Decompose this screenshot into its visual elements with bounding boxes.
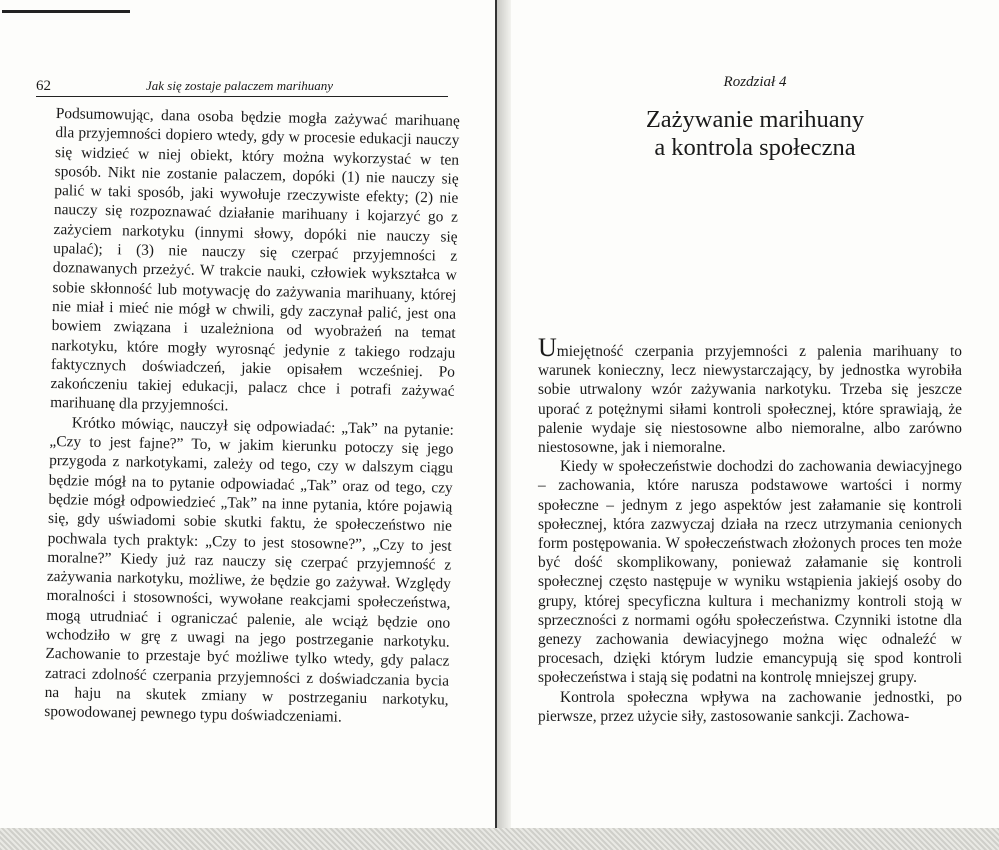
paragraph: Podsumowując, dana osoba będzie mogła zażywać marihuanę dla przyjemności dopiero wtedy, gdy w procesie edukacji nauczy się widzieć w niej obiekt, który można wykorzystać w ten sposób. Nikt nie zostanie palaczem, dopóki (1) nie nauczy się palić w taki sposób, jaki wywołuje rzeczywiste efekty; (2) nie nauczy się rozpoznawać działanie marihuany i kojarzyć go z zażyciem narkotyku (innymi słowy, dopóki nie nauczy się upalać); i (3) nie nauczy się czerpać przyjemności z doznawanych przeżyć. W trakcie nauki, człowiek wykształca w sobie skłonność lub motywację do zażywania marihuany, której nie miał i mieć nie mógł w chwili, gdy zaczynał palić, jest ona bowiem związana i uzależniona od wyobrażeń na temat narkotyku, które mogły wyrosnąć jedynie z takiego rodzaju faktycznych doświadczeń, jakie opisałem wcześniej. Po zakończeniu takiej edukacji, palacz chce i potrafi zażywać marihuanę dla przyjemności.	[50, 104, 460, 415]
left-body-text	[44, 104, 460, 729]
page-number: 62	[36, 78, 51, 94]
left-page	[0, 0, 495, 828]
gutter-shadow	[497, 0, 511, 850]
drop-cap: U	[538, 333, 557, 362]
paragraph: Kiedy w społeczeństwie dochodzi do zachowania dewiacyjnego – zachowania, które narusza podstawowe wartości i normy społeczne – jednym z jego aspektów jest załamanie się kontroli społecznej, która zazwyczaj działa na rzecz utrzymania cenionych form postępowania. W społeczeństwach złożonych proces ten może być dość skomplikowany, ponieważ załamanie się kontroli społecznej często następuje w wyniku wstąpienia jakiejś osoby do grupy, której specyficzna kultura i mechanizmy kontroli stoją w sprzeczności z normami ogółu społeczeństwa. Czynniki istotne dla genezy zachowania dewiacyjnego można więc odnaleźć w procesach, dzięki którym ludzie emancypują się spod kontroli społeczeństwa i stają się podatni na kontrolę mniejszej grupy.	[538, 458, 962, 687]
chapter-title	[511, 106, 999, 162]
running-header	[36, 76, 448, 97]
scan-edge-shadow	[0, 828, 999, 850]
chapter-label: Rozdział 4	[723, 74, 787, 90]
opening-paragraph-text: miejętność czerpania przyjemności z palenia marihuany to warunek konieczny, lecz niewystarczający, by jednostka wyrobiła sobie utrwalony wzór zażywania narkotyku. Trzeba się jeszcze uporać z potężnymi siłami kontroli społecznej, które sprawiają, że palenie wydaje się niestosowne albo niemoralne, albo zarówno niestosowne, jak i niemoralne.	[538, 343, 962, 457]
paragraph: Krótko mówiąc, nauczył się odpowiadać: „Tak” na pytanie: „Czy to jest fajne?” To, w jakim kierunku potoczy się jego przygoda z narkotykami, zależy od tego, czy w dalszym ciągu będzie mógł na to pytanie odpowiadać „Tak” oraz od tego, czy będzie mógł odpowiedzieć „Tak” na inne pytania, które pojawią się, gdy uświadomi sobie skutki faktu, że społeczeństwo nie pochwala tych praktyk: „Czy to jest stosowne?”, „Czy to jest moralne?” Kiedy już raz nauczy się czerpać przyjemność z zażywania narkotyku, możliwe, że będzie go zażywał. Względy moralności i stosowności, wywołane reakcjami społeczeństwa, mogą utrudniać i ograniczać palenie, ale wciąż będzie ono wchodziło w grę z uwagi na jego postrzeganie narkotyku. Zachowanie to przestaje być możliwe tylko wtedy, gdy palacz zatraci zdolność czerpania przyjemności z doświadczania bycia na haju na skutek zmiany w postrzeganiu narkotyku, spowodowanej pewnego typu doświadczeniami.	[44, 414, 454, 726]
chapter-title-line-1: Zażywanie marihuany	[645, 106, 865, 133]
running-title: Jak się zostaje palaczem marihuany	[146, 78, 334, 93]
opening-paragraph	[538, 333, 962, 457]
paragraph: Kontrola społeczna wpływa na zachowanie jednostki, po pierwsze, przez użycie siły, zastosowanie sankcji. Zachowa-	[538, 688, 962, 725]
right-page	[511, 0, 999, 828]
chapter-title-line-2: a kontrola społeczna	[654, 134, 856, 161]
right-body-text	[538, 333, 962, 726]
